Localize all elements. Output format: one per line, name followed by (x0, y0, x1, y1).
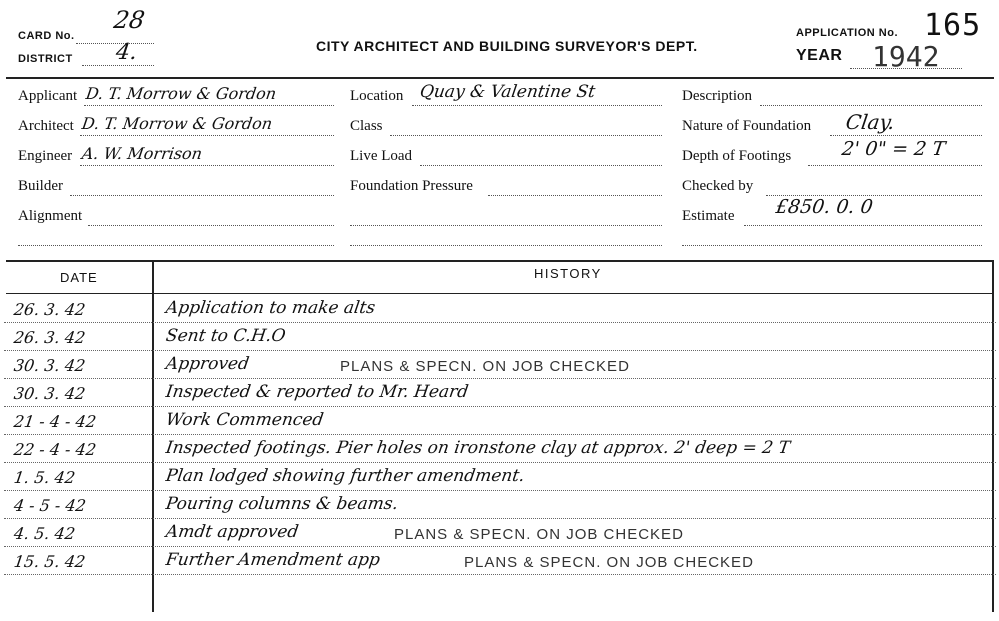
history-entry: Inspected & reported to Mr. Heard (164, 382, 470, 402)
application-number-value: 165 (924, 8, 982, 43)
application-number-label: APPLICATION No. (796, 27, 899, 39)
card-number-value: 28 (112, 6, 147, 34)
description-label: Description (682, 88, 752, 104)
history-entry: Pouring columns & beams. (164, 494, 400, 514)
history-entry: Inspected footings. Pier holes on ironstone clay at approx. 2' deep = 2 T (164, 438, 792, 458)
history-date: 22 - 4 - 42 (12, 440, 98, 459)
estimate-label: Estimate (682, 208, 735, 224)
engineer-label: Engineer (18, 148, 73, 164)
nature-of-foundation-label: Nature of Foundation (682, 118, 812, 134)
history-date: 4 - 5 - 42 (12, 496, 88, 515)
year-value: 1942 (872, 40, 940, 73)
district-value: 4. (114, 40, 139, 65)
history-entry: Application to make alts (164, 298, 377, 318)
depth-of-footings-value: 2' 0" = 2 T (840, 138, 947, 160)
builder-label: Builder (18, 178, 63, 194)
nature-of-foundation-value: Clay. (844, 110, 897, 134)
depth-of-footings-label: Depth of Footings (682, 148, 792, 164)
history-column-header: HISTORY (534, 266, 602, 281)
history-entry: Further Amendment app (164, 550, 382, 570)
history-entry: Work Commenced (164, 410, 325, 430)
history-entry: Approved (164, 354, 251, 374)
history-date: 30. 3. 42 (12, 356, 87, 375)
checked-by-label: Checked by (682, 178, 754, 194)
architect-label: Architect (18, 118, 74, 134)
location-label: Location (350, 88, 404, 104)
history-stamp: PLANS & SPECN. ON JOB CHECKED (394, 526, 684, 543)
history-entry: Plan lodged showing further amendment. (164, 466, 526, 486)
history-date: 30. 3. 42 (12, 384, 87, 403)
history-date: 1. 5. 42 (12, 468, 77, 487)
history-date: 26. 3. 42 (12, 300, 87, 319)
district-label: DISTRICT (18, 53, 73, 65)
estimate-value: £850. 0. 0 (774, 196, 875, 218)
class-label: Class (350, 118, 383, 134)
history-entry: Sent to C.H.O (164, 326, 287, 346)
history-date: 26. 3. 42 (12, 328, 87, 347)
history-date: 4. 5. 42 (12, 524, 77, 543)
history-entry: Amdt approved (164, 522, 300, 542)
engineer-value: A. W. Morrison (80, 144, 204, 163)
location-value: Quay & Valentine St (418, 82, 597, 102)
year-label: YEAR (796, 47, 843, 64)
date-column-header: DATE (60, 270, 98, 285)
history-date: 21 - 4 - 42 (12, 412, 98, 431)
live-load-label: Live Load (350, 148, 413, 164)
architect-value: D. T. Morrow & Gordon (80, 114, 274, 133)
history-stamp: PLANS & SPECN. ON JOB CHECKED (464, 554, 754, 571)
history-date: 15. 5. 42 (12, 552, 87, 571)
foundation-pressure-label: Foundation Pressure (350, 178, 473, 194)
alignment-label: Alignment (18, 208, 83, 224)
history-stamp: PLANS & SPECN. ON JOB CHECKED (340, 358, 630, 375)
department-title: CITY ARCHITECT AND BUILDING SURVEYOR'S DEPT. (316, 38, 698, 54)
applicant-value: D. T. Morrow & Gordon (84, 84, 278, 103)
card-number-label: CARD No. (18, 30, 75, 42)
applicant-label: Applicant (18, 88, 78, 104)
